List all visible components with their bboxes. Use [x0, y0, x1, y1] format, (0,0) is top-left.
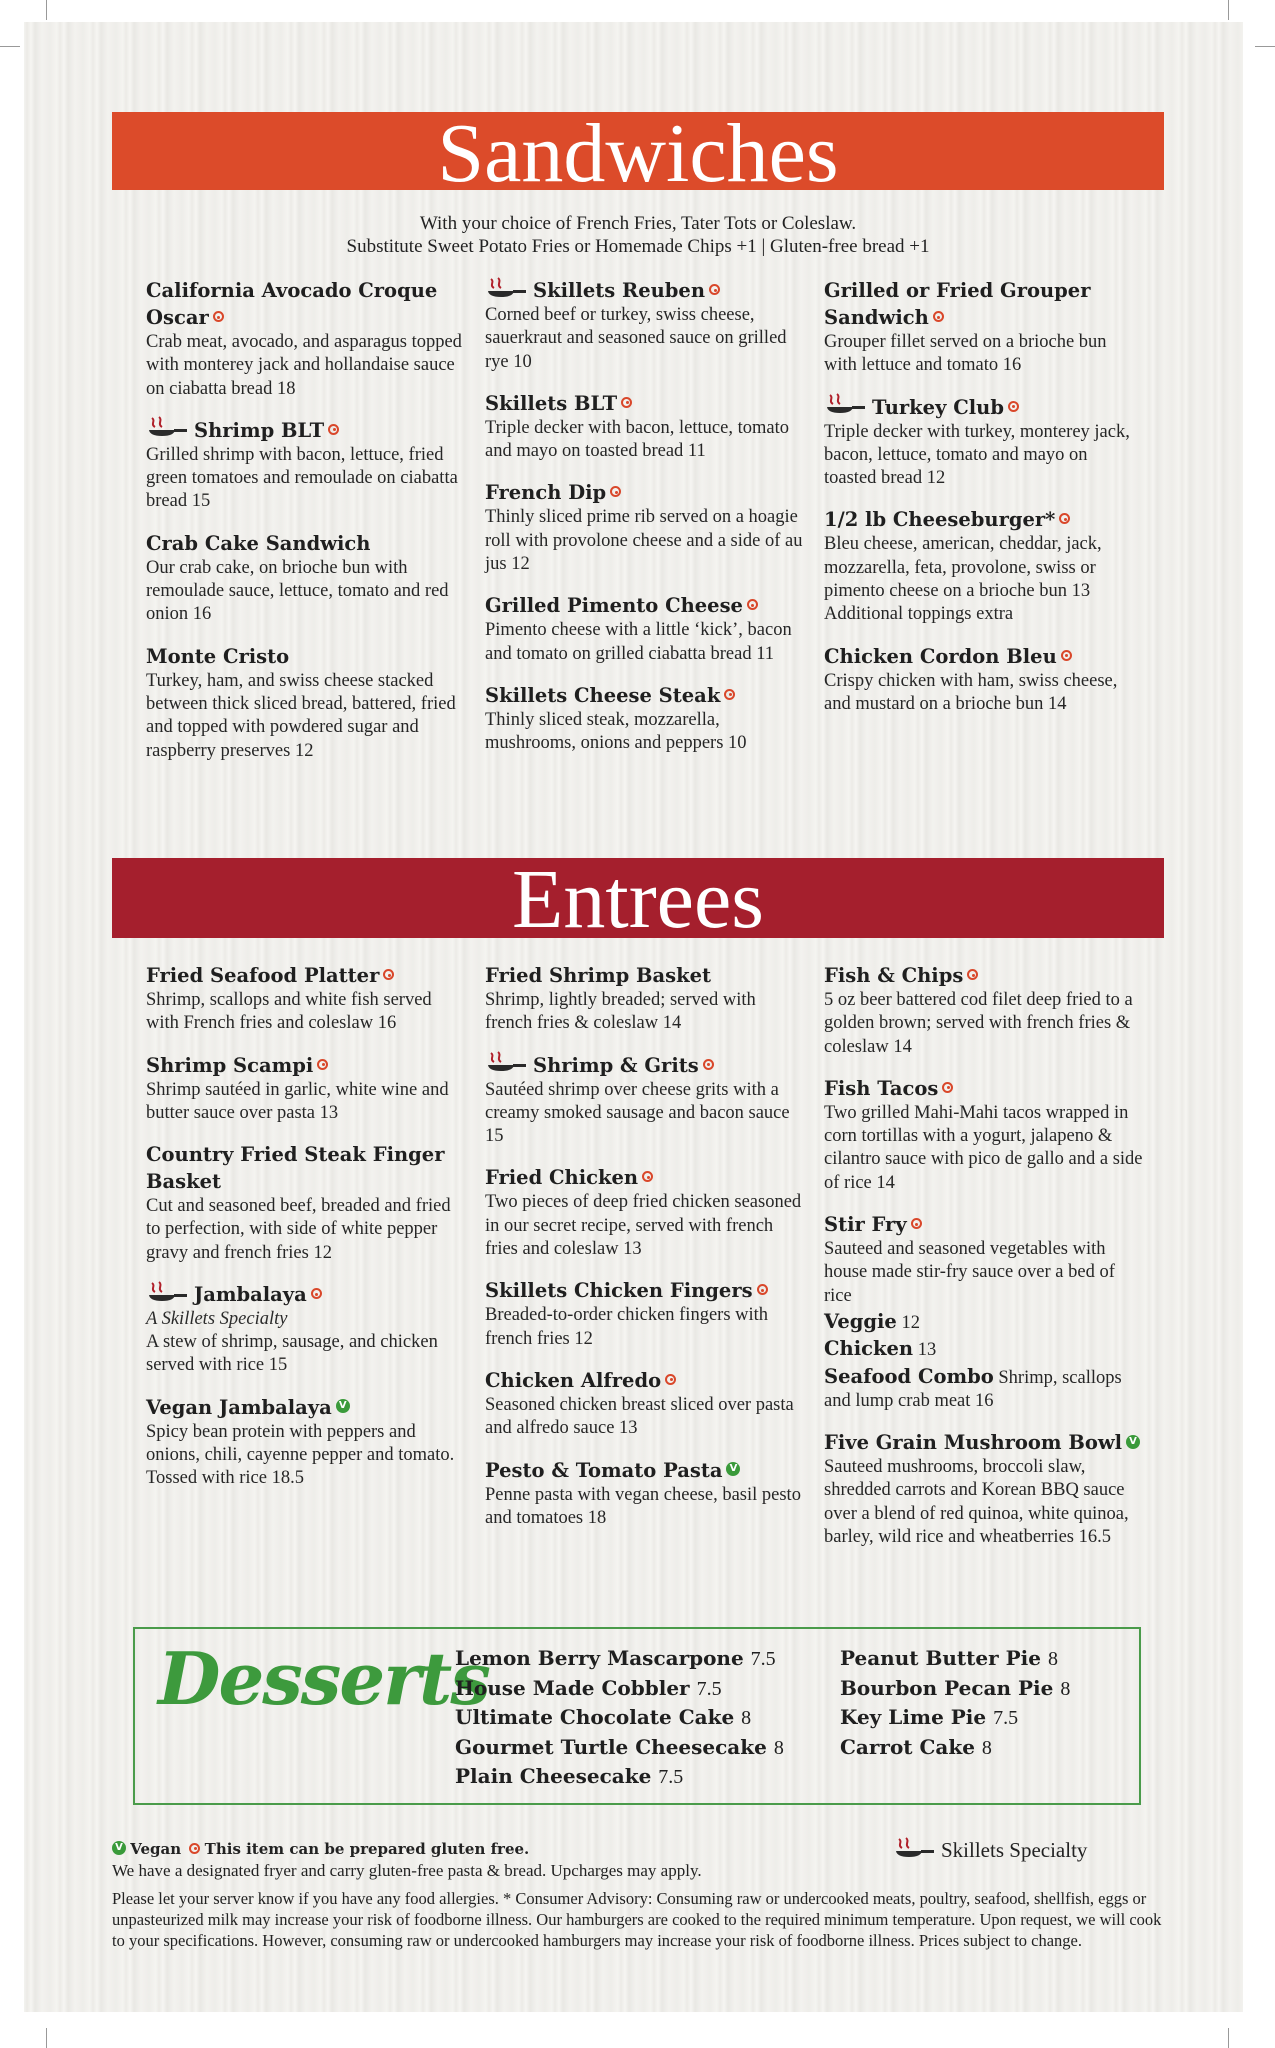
gluten-free-icon: [1059, 513, 1070, 524]
item-name: Jambalaya: [146, 1281, 466, 1308]
crop-mark: [1228, 0, 1229, 20]
item-description: Thinly sliced prime rib served on a hoagie roll with provolone cheese and a side of au jus 12: [485, 507, 803, 575]
dessert-item: Key Lime Pie 7.5: [840, 1705, 1019, 1729]
menu-item: [824, 506, 1144, 626]
menu-item: [485, 682, 805, 756]
item-description: Sauteed and seasoned vegetables with house made stir-fry sauce over a bed of rice: [824, 1239, 1115, 1306]
sandwiches-intro: [112, 212, 1164, 258]
item-description: Penne pasta with vegan cheese, basil pesto and tomatoes 18: [485, 1484, 801, 1528]
gluten-free-icon: [757, 1284, 768, 1295]
menu-item: [485, 592, 805, 666]
specialty-label: Skillets Specialty: [941, 1838, 1088, 1862]
skillet-icon: [146, 416, 188, 438]
item-name: Shrimp Scampi: [146, 1052, 466, 1079]
item-name: Country Fried Steak Finger Basket: [146, 1143, 445, 1194]
item-name: Crab Cake Sandwich: [146, 531, 371, 555]
item-name: Shrimp & Grits: [485, 1052, 805, 1079]
item-description: Breaded-to-order chicken fingers with french fries 12: [485, 1305, 769, 1349]
gluten-free-icon: [665, 1374, 676, 1385]
item-name: Skillets Reuben: [485, 277, 805, 304]
menu-item: [824, 643, 1144, 717]
desserts-title: Desserts: [158, 1636, 489, 1721]
menu-item: [485, 1164, 805, 1261]
crop-mark: [46, 2028, 47, 2048]
vegan-icon: V: [112, 1841, 126, 1855]
item-description: Grilled shrimp with bacon, lettuce, fried green tomatoes and remoulade on ciabatta bread 15: [146, 444, 458, 512]
gluten-free-icon: [724, 689, 735, 700]
gluten-free-icon: [213, 311, 224, 322]
gluten-free-icon: [610, 486, 621, 497]
item-description: Our crab cake, on brioche bun with remoulade sauce, lettuce, tomato and red onion 16: [146, 557, 449, 625]
legend-gluten-free-label: This item can be prepared gluten free.: [204, 1840, 530, 1858]
menu-item: [146, 643, 466, 763]
item-name: Monte Cristo: [146, 644, 290, 668]
item-description: Two pieces of deep fried chicken seasoned in our secret recipe, served with french fries and coleslaw 13: [485, 1192, 802, 1260]
item-name: Fried Shrimp Basket: [485, 964, 712, 987]
dessert-item: House Made Cobbler 7.5: [455, 1675, 722, 1700]
menu-item: [485, 1457, 805, 1531]
vegan-icon: V: [336, 1399, 350, 1413]
crop-mark: [1228, 2028, 1229, 2048]
menu-item: [485, 1052, 805, 1149]
allergy-advisory: Please let your server know if you have any food allergies. * Consumer Advisory: Consuming raw or undercooked meats, poultry, seafood, shellfish, eggs or unpasteurized milk may increase your risk of foodborne illness. Our hamburgers are cooked to the required minimum temperature. Upon request, we will cook to your specifications. However, consuming raw or undercooked hamburgers may increase your risk of foodborne illness. Prices subject to change.: [112, 1889, 1162, 1950]
item-description: Pimento cheese with a little ‘kick’, bacon and tomato on grilled ciabatta bread 11: [485, 620, 792, 664]
stir-fry-option: Veggie 12: [824, 1309, 920, 1333]
item-description: Crispy chicken with ham, swiss cheese, and mustard on a brioche bun 14: [824, 670, 1118, 714]
entrees-column-1: [146, 962, 466, 1507]
vegan-icon: V: [726, 1462, 740, 1476]
item-description: 5 oz beer battered cod filet deep fried to a golden brown; served with french fries & coleslaw 14: [824, 990, 1133, 1057]
dessert-item: Carrot Cake 8: [840, 1734, 992, 1759]
sandwiches-column-2: [485, 277, 805, 772]
sandwiches-title: Sandwiches: [437, 107, 839, 200]
item-description: Shrimp sautéed in garlic, white wine and butter sauce over pasta 13: [146, 1079, 449, 1123]
item-description: Shrimp, scallops and white fish served with French fries and coleslaw 16: [146, 990, 432, 1034]
menu-item: [146, 1052, 466, 1126]
crop-mark: [1255, 46, 1275, 47]
item-name: Stir Fry: [824, 1211, 1144, 1238]
item-name: French Dip: [485, 479, 805, 506]
crop-mark: [46, 0, 47, 20]
skillet-icon: [893, 1837, 935, 1859]
menu-item: [485, 277, 805, 374]
item-description: Shrimp, lightly breaded; served with french fries & coleslaw 14: [485, 990, 756, 1034]
vegan-icon: V: [1126, 1435, 1140, 1449]
menu-item: [824, 962, 1144, 1059]
entrees-banner: [112, 853, 1164, 946]
entrees-column-3: [824, 962, 1144, 1565]
dessert-item: Bourbon Pecan Pie 8: [840, 1675, 1071, 1700]
menu-item: [485, 1277, 805, 1351]
menu-item: [485, 390, 805, 464]
menu-item: [485, 1367, 805, 1441]
item-name: Five Grain Mushroom Bowl V: [824, 1429, 1144, 1456]
item-description: Crab meat, avocado, and asparagus topped with monterey jack and hollandaise sauce on ciabatta bread 18: [146, 332, 462, 399]
menu-item: [146, 1281, 466, 1378]
entrees-title: Entrees: [512, 853, 764, 946]
dessert-item: Plain Cheesecake 7.5: [455, 1764, 684, 1788]
item-name: Grilled or Fried Grouper Sandwich: [824, 279, 1091, 329]
gluten-free-icon: [703, 1059, 714, 1070]
intro-line-2: Substitute Sweet Potato Fries or Homemade Chips +1 | Gluten-free bread +1: [346, 236, 930, 257]
desserts-column-1: [455, 1644, 784, 1792]
crop-mark: [0, 46, 20, 47]
item-description: Bleu cheese, american, cheddar, jack, mozzarella, feta, provolone, swiss or pimento cheese on a brioche bun 13: [824, 534, 1102, 602]
item-description: Cut and seasoned beef, breaded and fried to perfection, with side of white pepper gravy and french fries 12: [146, 1196, 451, 1263]
sandwiches-column-3: [824, 277, 1144, 732]
gluten-free-icon: [933, 311, 944, 322]
menu-item: [485, 479, 805, 576]
item-description: Turkey, ham, and swiss cheese stacked between thick sliced bread, battered, fried and topped with powdered sugar and raspberry preserves 12: [146, 670, 456, 761]
menu-item: [824, 1429, 1144, 1549]
menu-item: [146, 277, 466, 401]
item-name: Chicken Alfredo: [485, 1367, 805, 1394]
legend-line: [112, 1838, 702, 1860]
dessert-item: Gourmet Turtle Cheesecake 8: [455, 1734, 784, 1759]
item-description: Grouper fillet served on a brioche bun with lettuce and tomato 16: [824, 332, 1107, 376]
item-description: Sauteed mushrooms, broccoli slaw, shredded carrots and Korean BBQ sauce over a blend of red quinoa, white quinoa, barley, wild rice and wheatberries 16.5: [824, 1457, 1129, 1548]
gluten-free-icon: [311, 1288, 322, 1299]
specialty-key: [893, 1838, 1087, 1863]
menu-item: [146, 1141, 466, 1265]
item-name: 1/2 lb Cheeseburger*: [824, 506, 1144, 533]
gluten-free-icon: [1008, 401, 1019, 412]
item-name: Fish Tacos: [824, 1075, 1144, 1102]
item-description: Triple decker with bacon, lettuce, tomato and mayo on toasted bread 11: [485, 417, 789, 462]
item-description: Triple decker with turkey, monterey jack, bacon, lettuce, tomato and mayo on toasted bread 12: [824, 421, 1130, 489]
menu-item: [824, 394, 1144, 491]
skillet-icon: [146, 1281, 188, 1303]
skillet-icon: [485, 1051, 527, 1073]
menu-item: [824, 1211, 1144, 1413]
item-description: A stew of shrimp, sausage, and chicken served with rice 15: [146, 1332, 438, 1376]
legend: [112, 1838, 702, 1881]
item-description: Corned beef or turkey, swiss cheese, sauerkraut and seasoned sauce on grilled rye 10: [485, 305, 787, 372]
item-description: Seasoned chicken breast sliced over pasta and alfredo sauce 13: [485, 1394, 794, 1439]
gluten-free-icon: [709, 284, 720, 295]
gluten-free-icon: [942, 1082, 953, 1093]
menu-item: [824, 277, 1144, 378]
dessert-item: Peanut Butter Pie 8: [840, 1646, 1058, 1670]
menu-item: [146, 417, 466, 514]
legend-vegan-label: Vegan: [130, 1840, 182, 1858]
item-note: Additional toppings extra: [824, 604, 1014, 625]
item-name: Skillets Chicken Fingers: [485, 1277, 805, 1304]
stir-fry-option: Seafood Combo Shrimp, scallops and lump crab meat 16: [824, 1364, 1122, 1411]
gluten-free-icon: [383, 969, 394, 980]
item-description: Spicy bean protein with peppers and onions, chili, cayenne pepper and tomato. Tossed with rice 18.5: [146, 1421, 455, 1489]
gluten-free-icon: [911, 1218, 922, 1229]
item-name: Vegan Jambalaya V: [146, 1394, 466, 1421]
item-description: Sautéed shrimp over cheese grits with a creamy smoked sausage and bacon sauce 15: [485, 1079, 790, 1147]
stir-fry-option: Chicken 13: [824, 1337, 937, 1361]
menu-item: [146, 1394, 466, 1491]
item-description: Two grilled Mahi-Mahi tacos wrapped in corn tortillas with a yogurt, jalapeno & cilantro sauce with pico de gallo and a side of rice 14: [824, 1102, 1143, 1193]
item-name: Pesto & Tomato Pasta V: [485, 1457, 805, 1484]
gluten-free-icon: [642, 1171, 653, 1182]
item-name: Fried Seafood Platter: [146, 962, 466, 989]
menu-item: [146, 962, 466, 1036]
entrees-column-2: [485, 962, 805, 1546]
dessert-item: Ultimate Chocolate Cake 8: [455, 1705, 752, 1729]
fryer-note: We have a designated fryer and carry gluten-free pasta & bread. Upcharges may apply.: [112, 1861, 702, 1880]
desserts-column-2: [840, 1644, 1070, 1762]
skillet-icon: [824, 393, 866, 415]
item-name: Shrimp BLT: [146, 417, 466, 444]
item-name: Fried Chicken: [485, 1164, 805, 1191]
intro-line-1: With your choice of French Fries, Tater Tots or Coleslaw.: [419, 213, 857, 234]
gluten-free-icon: [189, 1843, 200, 1854]
item-name: Grilled Pimento Cheese: [485, 592, 805, 619]
sandwiches-column-1: [146, 277, 466, 779]
item-name: Skillets BLT: [485, 390, 805, 417]
gluten-free-icon: [967, 969, 978, 980]
gluten-free-icon: [747, 599, 758, 610]
item-name: Skillets Cheese Steak: [485, 682, 805, 709]
dessert-item: Lemon Berry Mascarpone 7.5: [455, 1646, 776, 1670]
gluten-free-icon: [328, 424, 339, 435]
menu-item: [146, 530, 466, 627]
gluten-free-icon: [1061, 650, 1072, 661]
item-name: Chicken Cordon Bleu: [824, 643, 1144, 670]
item-name: Fish & Chips: [824, 962, 1144, 989]
skillet-icon: [485, 277, 527, 299]
gluten-free-icon: [621, 397, 632, 408]
gluten-free-icon: [317, 1059, 328, 1070]
sandwiches-banner: [112, 107, 1164, 200]
item-name: California Avocado Croque Oscar: [146, 279, 438, 329]
menu-item: [485, 962, 805, 1036]
menu-item: [824, 1075, 1144, 1195]
item-name: Turkey Club: [824, 394, 1144, 421]
item-subtitle: A Skillets Specialty: [146, 1309, 288, 1330]
item-description: Thinly sliced steak, mozzarella, mushrooms, onions and peppers 10: [485, 709, 747, 754]
